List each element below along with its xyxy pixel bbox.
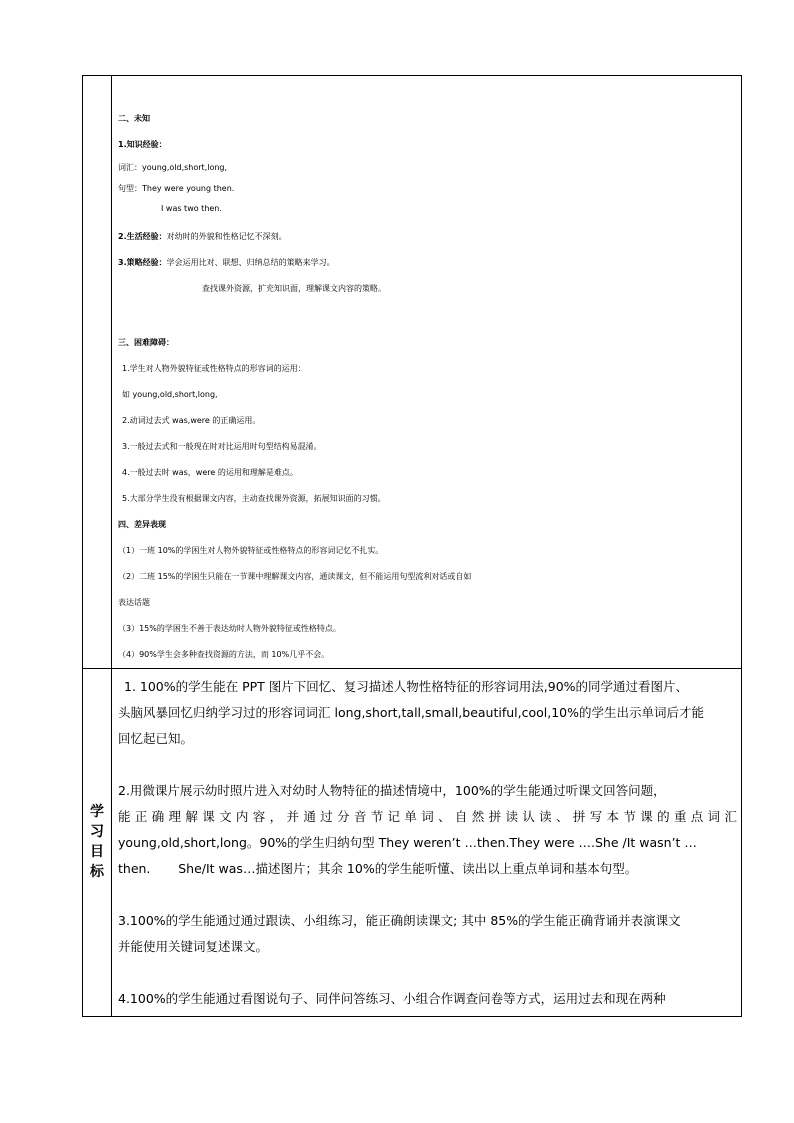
vocab-words: young,old,short,long, xyxy=(142,163,228,172)
learning-analysis-cell xyxy=(112,76,742,669)
difference-item-2-line-1: （2）二班 15%的学困生只能在一节课中理解课文内容，通读课文，但不能运用句型流利对话或自如 xyxy=(118,571,472,581)
objective-3-line-1: 3.100%的学生能通过通过跟读、小组练习，能正确朗读课文; 其中 85%的学生能正确背诵并表演课文 xyxy=(118,912,681,928)
sentence-prefix: 句型： xyxy=(118,183,142,193)
objective-2-line-1: 2.用微课片展示幼时照片进入对幼时人物特征的描述情境中，100%的学生能通过听课文回答问题， xyxy=(118,782,666,798)
strategy-experience-label: 3.策略经验： xyxy=(118,257,167,267)
vocab-prefix: 词汇： xyxy=(118,163,142,172)
row-label-cell-empty xyxy=(83,76,112,669)
section-heading-unknown: 二、未知 xyxy=(118,114,150,123)
sentence-pattern-1: They were young then. xyxy=(142,183,235,193)
objectives-label: 学习目标 xyxy=(90,804,104,880)
objective-1-line-3: 回忆起已知。 xyxy=(118,730,194,746)
strategy-experience-text-1: 学会运用比对、联想、归纳总结的策略来学习。 xyxy=(166,257,335,267)
objective-2-line-2: 能正确理解课文内容，并通过分音节记单词、自然拼读认读、拼写本节课的重点词汇 xyxy=(118,808,737,824)
section-heading-difficulty: 三、困难障碍： xyxy=(118,337,174,347)
objective-4-line-1: 4.100%的学生能通过看图说句子、同伴问答练习、小组合作调查问卷等方式，运用过去和现在两种 xyxy=(118,990,666,1006)
sentence-line-1 xyxy=(118,179,741,200)
strategy-experience-line xyxy=(118,250,741,276)
life-experience-label: 2.生活经验： xyxy=(118,231,167,241)
difference-item-4: （4）90%学生会多种查找资源的方法，而 10%几乎不会。 xyxy=(118,649,330,659)
objective-1-line-1: 1. 100%的学生能在 PPT 图片下回忆、复习描述人物性格特征的形容词用法,90%的同学通过看图片、 xyxy=(124,678,689,694)
table-row-learning-objectives xyxy=(83,668,742,1016)
objective-2-line-3: young,old,short,long。90%的学生归纳句型 They weren’t …then.They were ….She /It wasn’t … xyxy=(118,834,697,850)
objective-3-line-2: 并能使用关键词复述课文。 xyxy=(118,938,269,954)
difficulty-item-2: 2.动词过去式 was,were 的正确运用。 xyxy=(122,415,261,425)
difference-item-1: （1）一班 10%的学困生对人物外貌特征或性格特点的形容词记忆不扎实。 xyxy=(118,545,384,555)
strategy-experience-text-2: 查找课外资源，扩充知识面，理解课文内容的策略。 xyxy=(202,283,386,293)
row-label-cell-objectives xyxy=(83,668,112,1016)
sentence-pattern-2: I was two then. xyxy=(161,204,222,213)
difficulty-item-example: 如 young,old,short,long, xyxy=(122,389,218,399)
difficulty-item-5: 5.大部分学生没有根据课文内容，主动查找课外资源，拓展知识面的习惯。 xyxy=(122,493,386,503)
life-experience-text: 对幼时的外貌和性格记忆不深刻。 xyxy=(166,231,287,241)
difficulty-item-4: 4.一般过去时 was，were 的运用和理解是难点。 xyxy=(122,467,298,477)
vocab-line xyxy=(118,158,741,179)
difference-item-3: （3）15%的学困生不善于表达幼时人物外貌特征或性格特点。 xyxy=(118,623,341,633)
difficulty-item-3: 3.一般过去式和一般现在时对比运用时句型结构易混淆。 xyxy=(122,441,322,451)
difference-item-2-line-2: 表达话题 xyxy=(118,597,150,607)
learning-objectives-cell xyxy=(112,668,742,1016)
objective-1-line-2: 头脑风暴回忆归纳学习过的形容词词汇 long,short,tall,small,beautiful,cool,10%的学生出示单词后才能 xyxy=(118,704,705,720)
difficulty-item-1: 1.学生对人物外貌特征或性格特点的形容词的运用： xyxy=(122,363,306,373)
life-experience-line xyxy=(118,224,741,250)
objective-2-line-4: then. She/It was…描述图片；其余 10%的学生能听懂、读出以上重点单词和基本句型。 xyxy=(118,860,638,876)
lesson-plan-table xyxy=(82,75,742,1017)
section-heading-difference: 四、差异表现 xyxy=(118,519,166,529)
knowledge-experience-label: 1.知识经验： xyxy=(118,140,167,149)
table-row-learning-analysis xyxy=(83,76,742,669)
